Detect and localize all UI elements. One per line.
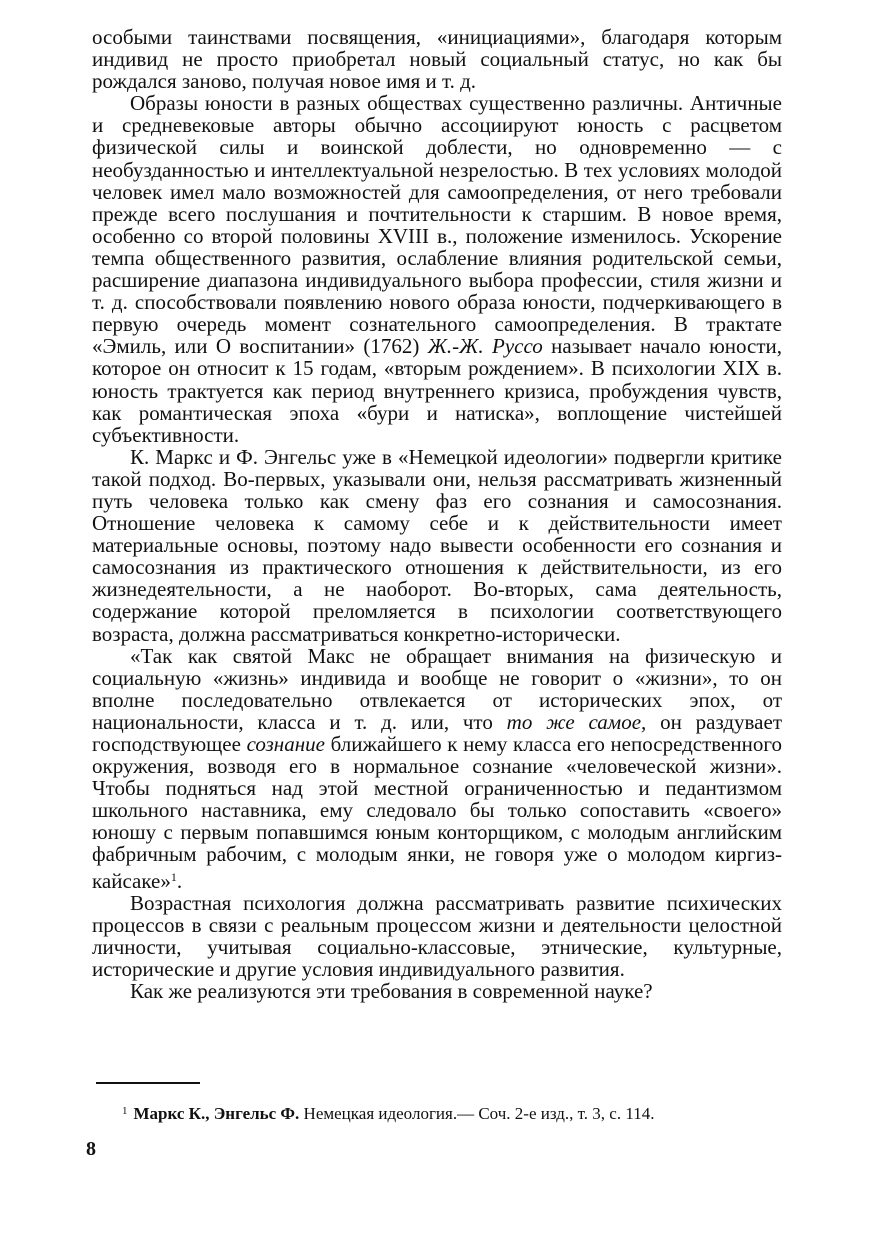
footnote xyxy=(122,1101,782,1124)
paragraph-2-part-1: Образы юности в разных обществах существенно различны. Античные и средневековые авторы обычно ассоциируют юность с расцветом физической силы и воинской доблести, но одновременно — с необузданностью и интеллектуальной незрелостью. В тех условиях молодой человек имел мало возможностей для самоопределения, от него требовали прежде всего послушания и почтительности к старшим. В новое время, особенно со второй половины XVIII в., положение изменилось. Ускорение темпа общественного развития, ослабление влияния родительской семьи, расширение диапазона индивидуального выбора профессии, стиля жизни и т. д. способствовали появлению нового образа юности, подчеркивающего в первую очередь момент сознательного самоопределения. В трактате «Эмиль, или О воспитании» (1762) xyxy=(92,91,782,359)
quotation-part-1: «Так как святой Макс не обращает внимания на физическую и социальную «жизнь» индивида и вообще не говорит о «жизни», то он вполне последовательно отвлекается от исторических эпох, от национальности, класса и т. д. или, что xyxy=(92,643,782,734)
footnote-marker: 1 xyxy=(122,1105,128,1117)
page-number: 8 xyxy=(86,1138,96,1160)
paragraph-2-part-2: называет начало юности, которое он относит к 15 годам, «вторым рождением». В психологии XIX в. юность трактуется как период внутреннего кризиса, пробуждения чувств, как романтическая эпоха «бури и натиска», воплощение чистейшей субъективности. xyxy=(92,334,783,447)
rousseau-name: Ж.-Ж. Руссо xyxy=(427,334,543,359)
quotation-part-2: он раздувает господствующее xyxy=(92,709,782,756)
footnote-divider xyxy=(96,1082,200,1084)
quotation-paragraph xyxy=(92,645,782,892)
footnote-text: Немецкая идеология.— Соч. 2-е изд., т. 3, с. 114. xyxy=(299,1104,655,1123)
footnote-reference[interactable]: 1 xyxy=(170,869,177,884)
paragraph-1: особыми таинствами посвящения, «инициациями», благодаря которым индивид не просто приобретал новый социальный статус, но как бы рождался заново, получая новое имя и т. д. xyxy=(92,25,782,94)
paragraph-2 xyxy=(92,92,782,446)
footnote-authors: Маркс К., Энгельс Ф. xyxy=(133,1104,300,1123)
body-text xyxy=(92,26,782,1002)
quotation-end: . xyxy=(176,868,183,893)
quotation-italic-1: то же самое, xyxy=(506,709,647,734)
quotation-part-3: ближайшего к нему класса его непосредственного окружения, возводя его в нормальное сознание «человеческой жизни». Чтобы подняться над этой местной ограниченностью и педантизмом школьного наставника, ему следовало бы только сопоставить «своего» юношу с первым попавшимся юным конторщиком, с молодым английским фабричным рабочим, с молодым янки, не говоря уже о молодом киргиз-кайсаке» xyxy=(92,732,782,893)
paragraph-6: Как же реализуются эти требования в современной науке? xyxy=(130,979,653,1004)
quotation-italic-2: сознание xyxy=(246,732,325,756)
paragraph-3: К. Маркс и Ф. Энгельс уже в «Немецкой идеологии» подвергли критике такой подход. Во-первых, указывали они, нельзя рассматривать жизненный путь человека только как смену фаз его сознания и самосознания. Отношение человека к самому себе и к действительности имеет материальные основы, поэтому надо вывести особенности его сознания и самосознания из практического отношения к действительности, из его жизнедеятельности, а не наоборот. Во-вторых, сама деятельность, содержание которой преломляется в психологии соответствующего возраста, должна рассматриваться конкретно-исторически. xyxy=(92,444,782,646)
paragraph-5: Возрастная психология должна рассматривать развитие психических процессов в связи с реальным процессом жизни и деятельности целостной личности, учитывая социально-классовые, этнические, культурные, исторические и другие условия индивидуального развития. xyxy=(92,890,782,981)
